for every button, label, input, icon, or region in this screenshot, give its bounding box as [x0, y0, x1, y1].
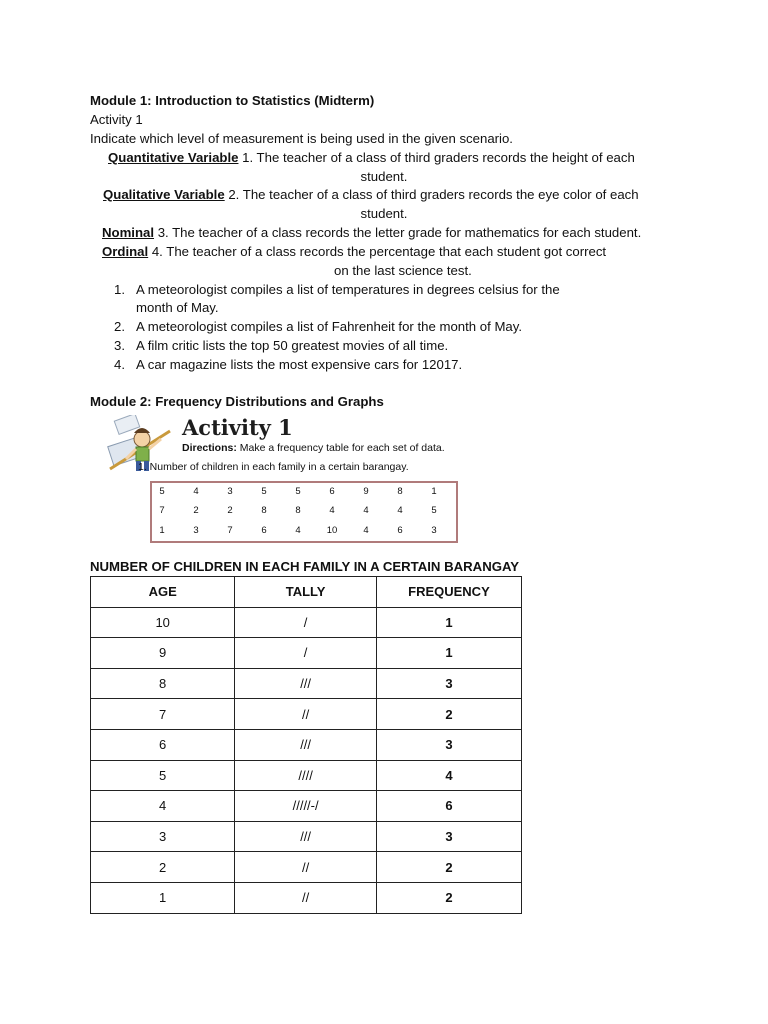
table-header-row — [91, 577, 522, 608]
grid-cell: 3 — [227, 486, 233, 497]
age-cell: 7 — [91, 699, 235, 730]
answer-2-term: Qualitative Variable — [103, 187, 225, 202]
age-cell: 3 — [91, 821, 235, 852]
frequency-cell: 2 — [376, 699, 521, 730]
answer-4-cont: on the last science test. — [334, 263, 472, 278]
answer-4-term: Ordinal — [102, 244, 149, 259]
grid-cell: 4 — [193, 486, 199, 497]
age-cell: 1 — [91, 882, 235, 913]
age-cell: 2 — [91, 852, 235, 883]
activity-item: 1. Number of children in each family in a certain barangay. — [138, 461, 409, 473]
grid-cell: 5 — [431, 505, 437, 516]
table-row — [91, 821, 522, 852]
instruction-text: Indicate which level of measurement is being used in the given scenario. — [90, 131, 513, 146]
grid-cell: 4 — [329, 505, 335, 516]
table-row — [91, 638, 522, 669]
age-cell: 8 — [91, 668, 235, 699]
activity-heading: Activity 1 — [182, 415, 293, 440]
grid-cell: 5 — [261, 486, 267, 497]
table-row — [91, 882, 522, 913]
answer-2-cont: student. — [360, 206, 408, 221]
grid-cell: 6 — [261, 525, 267, 536]
list-item-2: A meteorologist compiles a list of Fahrenheit for the month of May. — [136, 319, 523, 334]
answer-3-term: Nominal — [102, 225, 155, 240]
grid-cell: 7 — [159, 505, 165, 516]
grid-cell: 9 — [363, 486, 369, 497]
grid-cell: 3 — [431, 525, 437, 536]
frequency-cell: 2 — [376, 882, 521, 913]
frequency-cell: 3 — [376, 668, 521, 699]
module2-title: Module 2: Frequency Distributions and Graphs — [90, 394, 384, 409]
tally-cell: //// — [235, 760, 377, 791]
table-row — [91, 852, 522, 883]
grid-cell: 1 — [431, 486, 437, 497]
grid-cell: 8 — [397, 486, 403, 497]
grid-cell: 4 — [363, 525, 369, 536]
tally-cell: /////-/ — [235, 791, 377, 822]
answer-3-text: 3. The teacher of a class records the letter grade for mathematics for each student. — [154, 225, 642, 240]
table-row — [91, 668, 522, 699]
table-row — [91, 607, 522, 638]
table-title: NUMBER OF CHILDREN IN EACH FAMILY IN A CERTAIN BARANGAY — [90, 559, 520, 574]
list-item-4-num: 4. — [114, 357, 125, 372]
grid-cell: 5 — [159, 486, 165, 497]
frequency-cell: 4 — [376, 760, 521, 791]
frequency-cell: 2 — [376, 852, 521, 883]
grid-cell: 4 — [363, 505, 369, 516]
answer-1 — [108, 149, 635, 167]
tally-cell: / — [235, 607, 377, 638]
answer-1-term: Quantitative Variable — [108, 150, 239, 165]
tally-cell: // — [235, 699, 377, 730]
list-item-1-cont: month of May. — [136, 300, 219, 315]
frequency-table — [90, 576, 522, 914]
list-item-2-num: 2. — [114, 319, 125, 334]
answer-4-text: 4. The teacher of a class records the percentage that each student got correct — [148, 244, 607, 259]
tally-cell: /// — [235, 668, 377, 699]
list-item-1: A meteorologist compiles a list of temperatures in degrees celsius for the — [136, 282, 560, 297]
age-cell: 4 — [91, 791, 235, 822]
list-item-1-num: 1. — [114, 282, 125, 297]
answer-3 — [102, 224, 641, 242]
header-age: AGE — [91, 577, 235, 608]
frequency-cell: 3 — [376, 729, 521, 760]
list-item-3: A film critic lists the top 50 greatest movies of all time. — [136, 338, 449, 353]
answer-2-text: 2. The teacher of a class of third graders records the eye color of each — [224, 187, 639, 202]
tally-cell: // — [235, 882, 377, 913]
grid-cell: 6 — [329, 486, 335, 497]
list-item-4: A car magazine lists the most expensive cars for 12017. — [136, 357, 463, 372]
grid-cell: 8 — [261, 505, 267, 516]
frequency-cell: 3 — [376, 821, 521, 852]
answer-4 — [102, 243, 606, 261]
module1-title: Module 1: Introduction to Statistics (Midterm) — [90, 93, 375, 108]
grid-cell: 5 — [295, 486, 301, 497]
grid-cell: 1 — [159, 525, 165, 536]
grid-cell: 3 — [193, 525, 199, 536]
answer-2 — [103, 186, 639, 204]
list-item-3-num: 3. — [114, 338, 125, 353]
grid-cell: 10 — [326, 525, 338, 536]
age-cell: 6 — [91, 729, 235, 760]
answer-1-cont: student. — [360, 169, 408, 184]
grid-cell: 2 — [227, 505, 233, 516]
directions-label: Directions: — [182, 442, 237, 454]
age-cell: 5 — [91, 760, 235, 791]
directions-text: Make a frequency table for each set of data. — [236, 442, 445, 454]
activity-directions — [182, 442, 445, 454]
age-cell: 9 — [91, 638, 235, 669]
table-row — [91, 729, 522, 760]
tally-cell: /// — [235, 821, 377, 852]
frequency-cell: 6 — [376, 791, 521, 822]
frequency-cell: 1 — [376, 607, 521, 638]
activity-image — [106, 415, 468, 550]
tally-cell: // — [235, 852, 377, 883]
grid-cell: 6 — [397, 525, 403, 536]
grid-cell: 8 — [295, 505, 301, 516]
header-frequency: FREQUENCY — [376, 577, 521, 608]
table-row — [91, 699, 522, 730]
grid-cell: 4 — [295, 525, 301, 536]
answer-1-text: 1. The teacher of a class of third graders records the height of each — [238, 150, 635, 165]
header-tally: TALLY — [235, 577, 377, 608]
grid-cell: 7 — [227, 525, 233, 536]
grid-cell: 2 — [193, 505, 199, 516]
table-row — [91, 791, 522, 822]
tally-cell: /// — [235, 729, 377, 760]
data-grid-box — [150, 481, 458, 543]
table-row — [91, 760, 522, 791]
grid-cell: 4 — [397, 505, 403, 516]
activity-label: Activity 1 — [90, 112, 143, 127]
age-cell: 10 — [91, 607, 235, 638]
frequency-cell: 1 — [376, 638, 521, 669]
tally-cell: / — [235, 638, 377, 669]
